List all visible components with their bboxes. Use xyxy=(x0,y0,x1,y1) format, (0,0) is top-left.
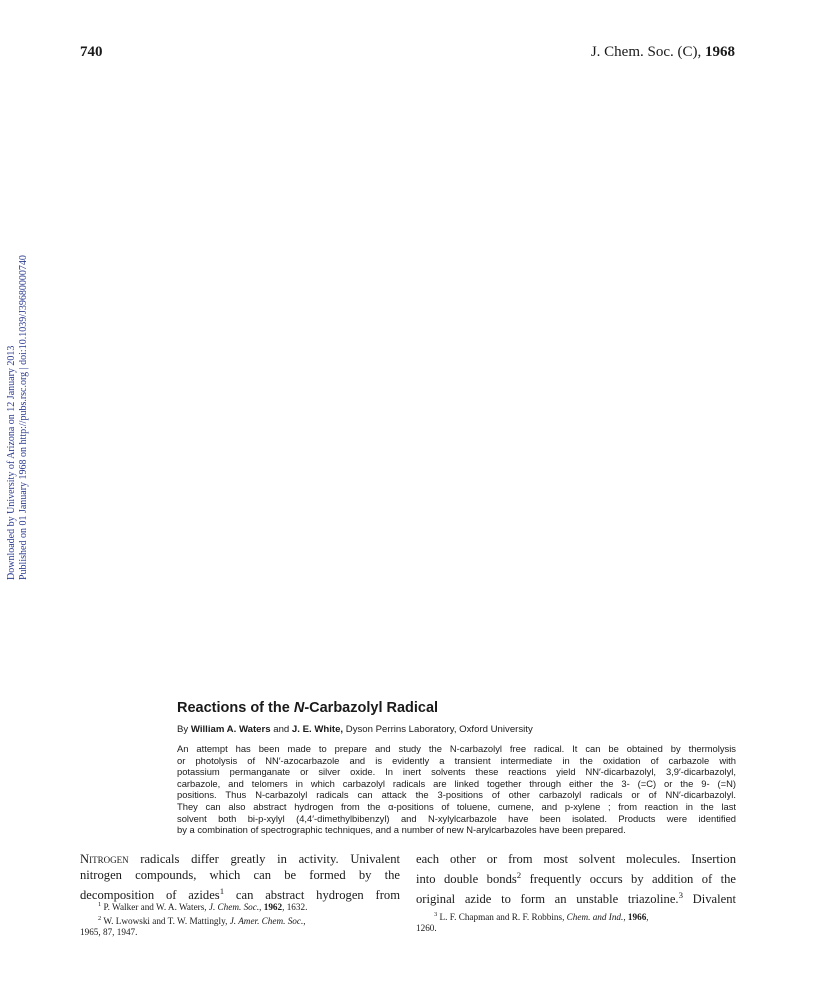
download-watermark xyxy=(6,220,30,580)
journal-year: 1968 xyxy=(705,44,735,60)
body-line: original azide to form an unstable triazoline.$^3$ Divalent xyxy=(416,890,736,907)
body-line: into double bonds$^2$ frequently occurs by addition of the xyxy=(416,870,736,887)
abstract xyxy=(177,743,736,836)
footnote-1: $^1$ P. Walker and W. A. Waters, J. Chem. Soc., 1962, 1632. xyxy=(98,901,308,913)
abstract-line: or photolysis of NN′-azocarbazole and is evidently a transient intermediate in the oxidation of carbazole with xyxy=(177,754,736,766)
body-line: Nitrogen radicals differ greatly in activity. Univalent xyxy=(80,852,400,866)
body-column-right xyxy=(416,851,736,907)
footnote-2: $^2$ W. Lwowski and T. W. Mattingly, J. Amer. Chem. Soc., xyxy=(98,915,306,927)
journal-name: J. Chem. Soc. (C), xyxy=(590,44,702,60)
footnotes-left xyxy=(80,899,400,938)
author-waters: William A. Waters xyxy=(190,724,271,735)
abstract-line: by a combination of spectrographic techniques, and a number of new N-arylcarbazoles have been prepared. xyxy=(177,824,626,836)
footnote-3: $^3$ L. F. Chapman and R. F. Robbins, Chem. and Ind., 1966, xyxy=(434,911,649,923)
reference-marker: 1 xyxy=(219,886,225,896)
abstract-line: positions. Thus N-carbazolyl radicals can attack the 3-positions of other carbazolyl radicals or of NN′-dicarbazolyl. xyxy=(177,789,736,801)
author-white: J. E. White, xyxy=(291,724,344,735)
footnote-3-continued: 1260. xyxy=(416,923,437,934)
footnote-2-continued: 1965, 87, 1947. xyxy=(80,927,138,938)
abstract-line: An attempt has been made to prepare and study the N-carbazolyl free radical. It can be obtained by thermolysis xyxy=(177,743,736,754)
body-column-left xyxy=(80,851,400,903)
article-title: Reactions of the N-Carbazolyl Radical xyxy=(177,700,439,716)
body-line: each other or from most solvent molecules. Insertion xyxy=(416,852,736,866)
footnotes-right xyxy=(416,909,736,934)
affiliation: Dyson Perrins Laboratory, Oxford University xyxy=(343,724,533,735)
abstract-line: potassium permanganate or silver oxide. In inert solvents these reactions yield NN′-dicarbazolyl, 3,9′-dicarbazolyl, xyxy=(177,766,736,778)
watermark-line-published: Published on 01 January 1968 on http://pubs.rsc.org | doi:10.1039/J39680000740 xyxy=(18,255,29,580)
abstract-line: They can also abstract hydrogen from the α-positions of toluene, cumene, and p-xylene ; from reaction in the last xyxy=(177,800,736,812)
reference-marker: 2 xyxy=(516,870,522,880)
page-number: 740 xyxy=(80,44,103,60)
reference-marker: 3 xyxy=(678,890,683,901)
author-line: By William A. Waters and J. E. White, Dyson Perrins Laboratory, Oxford University xyxy=(177,724,533,735)
abstract-line: carbazole, and telomers in which carbazolyl radicals are linked together through either the 3- (=C) or the 9- (=N) xyxy=(177,777,736,789)
abstract-line: solvent both bi-p-xylyl (4,4′-dimethylbibenzyl) and N-xylylcarbazole have been isolated. Products were identified xyxy=(177,812,736,824)
body-line: decomposition of azides$^1$ can abstract hydrogen from xyxy=(80,886,400,903)
watermark-line-downloaded: Downloaded by University of Arizona on 12 January 2013 xyxy=(6,345,17,580)
body-line: nitrogen compounds, which can be formed by the xyxy=(80,868,400,882)
journal-reference xyxy=(591,44,735,61)
